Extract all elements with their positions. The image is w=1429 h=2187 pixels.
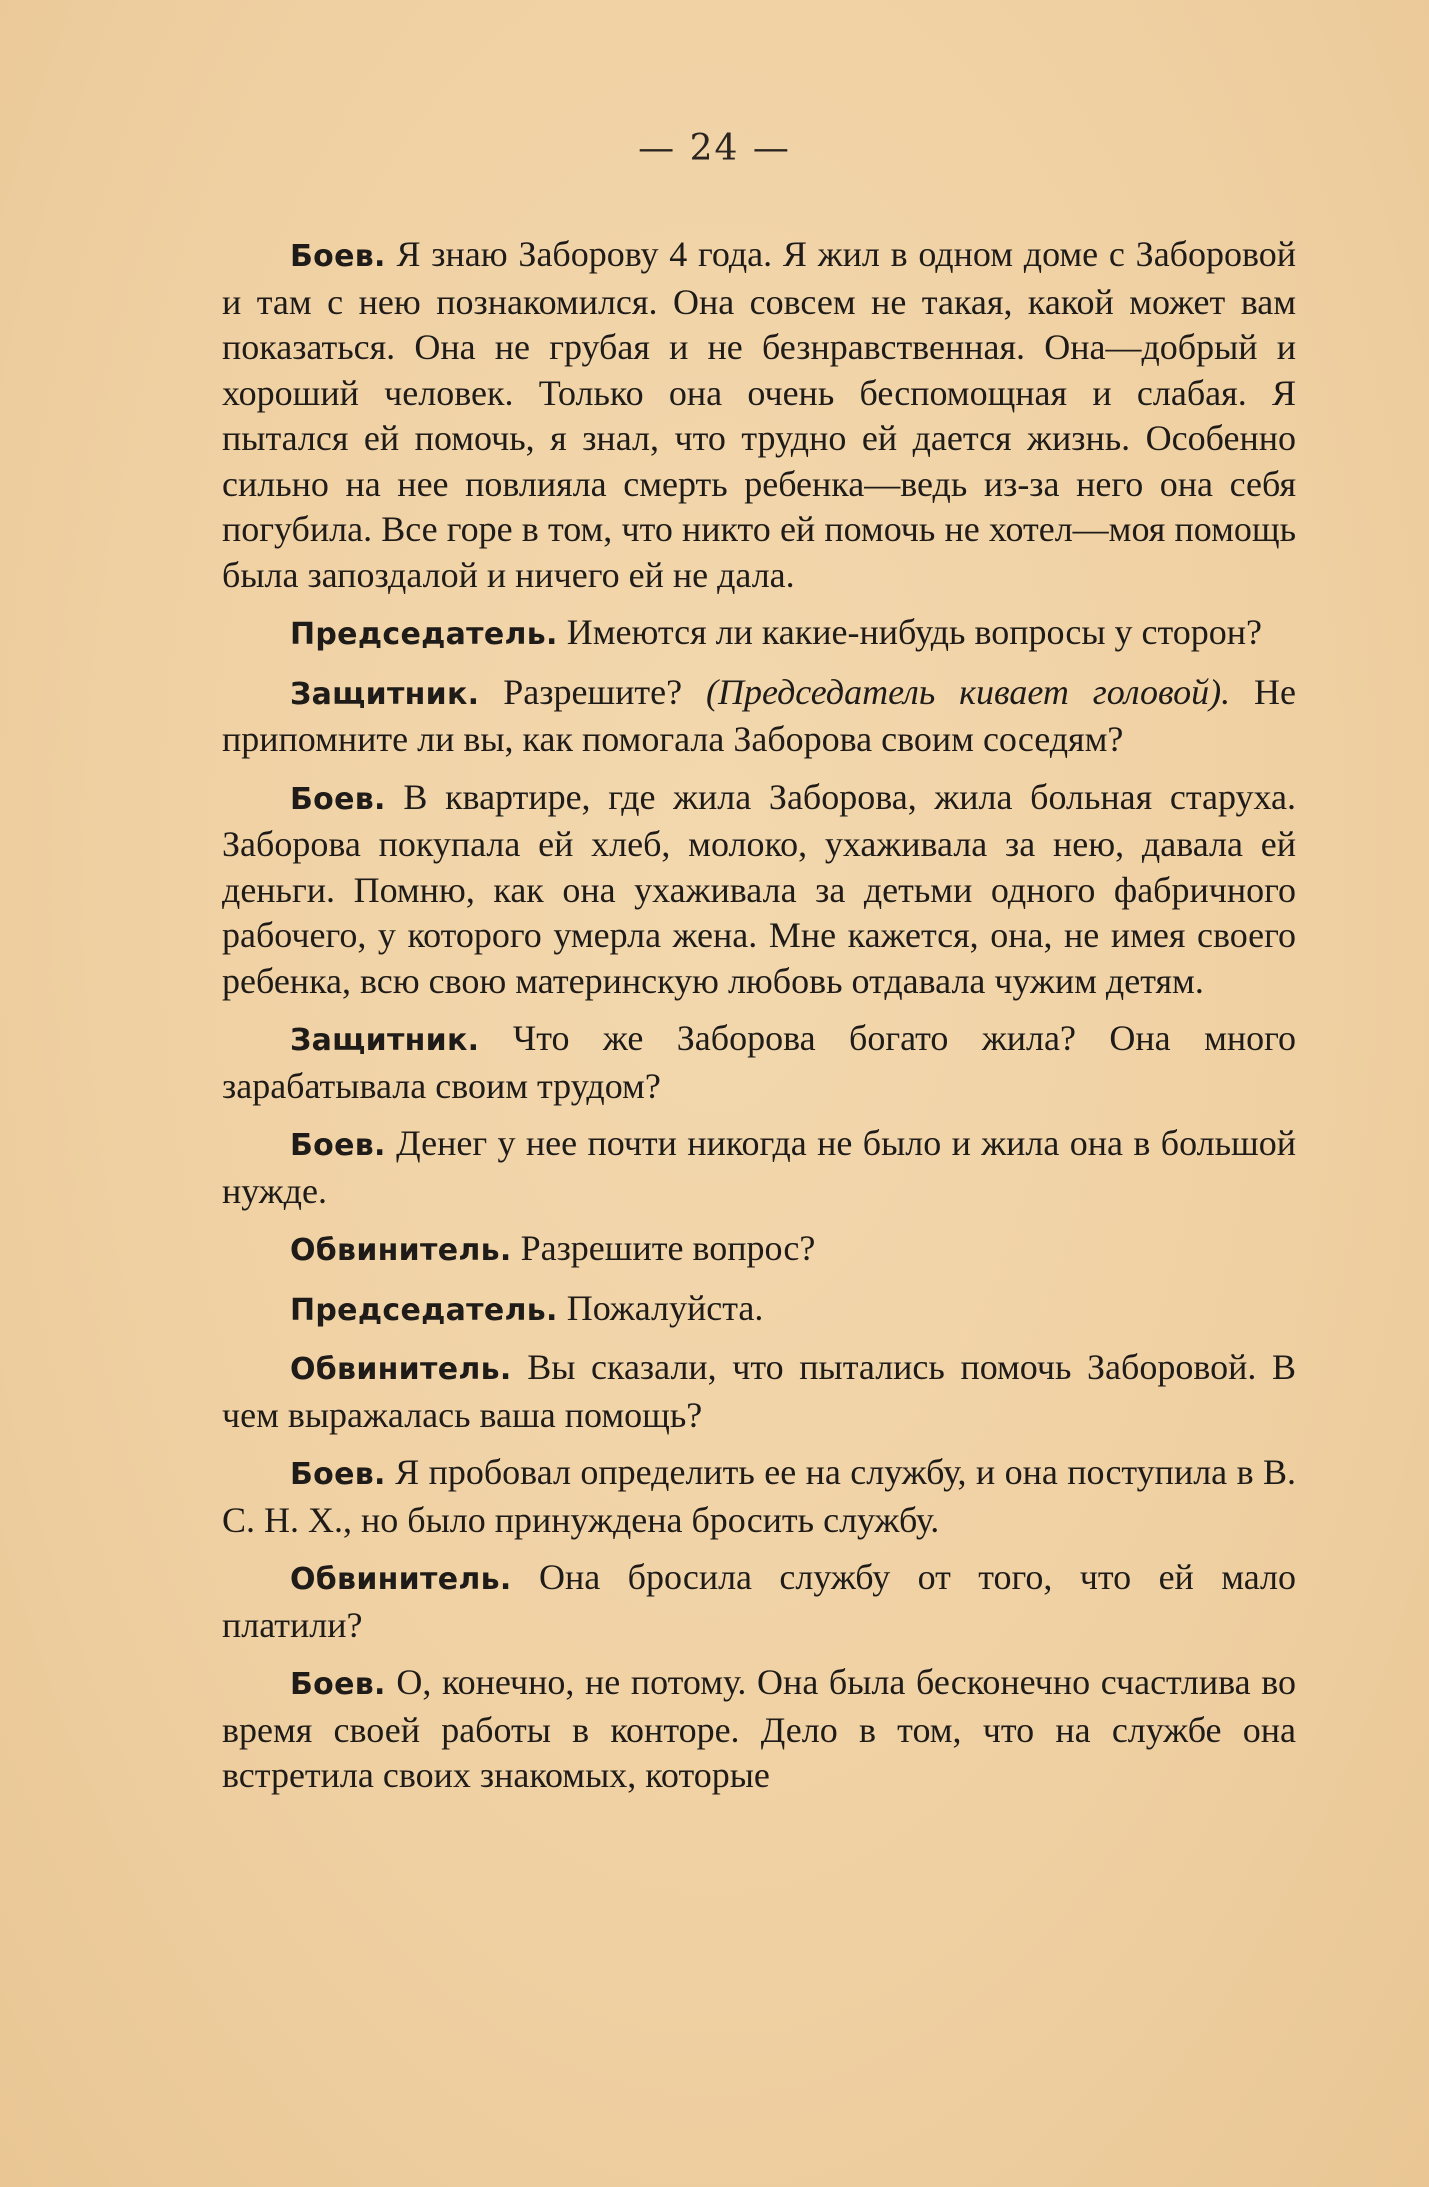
speaker-name: Председатель. <box>290 1292 558 1328</box>
speech-text: Пожалуйста. <box>566 1287 764 1328</box>
speech-text: О, конечно, не потому. Она была бесконечно счастлива во время своей работы в конторе. Дело в том, что на службе она встретила своих знакомых, которые <box>222 1662 1296 1795</box>
paragraph-8 <box>222 1286 1296 1334</box>
speaker-name: Защитник. <box>290 1023 480 1058</box>
speech-text: Денег у нее почти никогда не было и жила она в большой нужде. <box>222 1123 1296 1211</box>
paragraph-5 <box>222 1016 1296 1109</box>
paragraph-6 <box>222 1121 1296 1214</box>
speech-text: Не припомните ли вы, как помогала Заборова своим соседям? <box>222 671 1297 759</box>
dialogue-text <box>222 232 1296 1811</box>
speaker-name: Боев. <box>290 1667 386 1702</box>
speech-text: Вы сказали, что пытались помочь Заборовой. В чем выражалась ваша помощь? <box>222 1347 1296 1435</box>
speech-text: Разрешите? <box>503 671 683 712</box>
speech-text: Она бросила службу от того, что ей мало платили? <box>222 1557 1297 1645</box>
stage-direction: (Председатель кивает головой). <box>706 671 1231 712</box>
paragraph-10 <box>222 1450 1296 1543</box>
speaker-name: Боев. <box>290 1128 386 1163</box>
speaker-name: Обвинитель. <box>290 1352 512 1387</box>
speech-text: В квартире, где жила Заборова, жила больная старуха. Заборова покупала ей хлеб, молоко, ухаживала за нею, давала ей деньги. Помню, как она ухаживала за детьми одного фабричного рабочего, у которого умерла жена. Мне кажется, она, не имея своего ребенка, всю свою материнскую любовь отдавала чужим детям. <box>222 776 1296 1001</box>
speech-text: Я пробовал определить ее на службу, и она поступила в В. С. Н. Х., но было принуждена бросить службу. <box>222 1452 1297 1540</box>
speaker-name: Боев. <box>290 239 386 274</box>
speech-text: Имеются ли какие-нибудь вопросы у сторон? <box>566 612 1263 652</box>
speech-text: Что же Заборова богато жила? Она много зарабатывала своим трудом? <box>222 1018 1297 1106</box>
speaker-name: Обвинитель. <box>290 1562 512 1597</box>
speaker-name: Боев. <box>290 1457 386 1492</box>
speech-text: Я знаю Заборову 4 года. Я жил в одном доме с Заборовой и там с нею познакомился. Она совсем не такая, какой может вам показаться. Она не грубая и не безнравственная. Она—добрый и хороший человек. Только она очень беспомощная и слабая. Я пытался ей помочь, я знал, что трудно ей дается жизнь. Особенно сильно на нее повлияла смерть ребенка—ведь из-за него она себя погубила. Все горе в том, что никто ей помочь не хотел—моя помощь была запоздалой и ничего ей не дала. <box>222 234 1297 595</box>
speaker-name: Боев. <box>290 781 386 817</box>
speaker-name: Председатель. <box>290 617 558 652</box>
paragraph-4 <box>222 775 1296 1005</box>
paragraph-11 <box>222 1555 1296 1648</box>
page-number: — 24 — <box>638 128 791 169</box>
paragraph-2 <box>222 610 1296 658</box>
speaker-name: Обвинитель. <box>290 1233 512 1268</box>
paragraph-1 <box>222 232 1296 598</box>
speaker-name: Защитник. <box>290 676 480 712</box>
speech-text: Разрешите вопрос? <box>520 1228 816 1268</box>
paragraph-7 <box>222 1226 1296 1274</box>
paragraph-12 <box>222 1660 1296 1799</box>
paragraph-3 <box>222 670 1296 763</box>
paragraph-9 <box>222 1345 1296 1438</box>
